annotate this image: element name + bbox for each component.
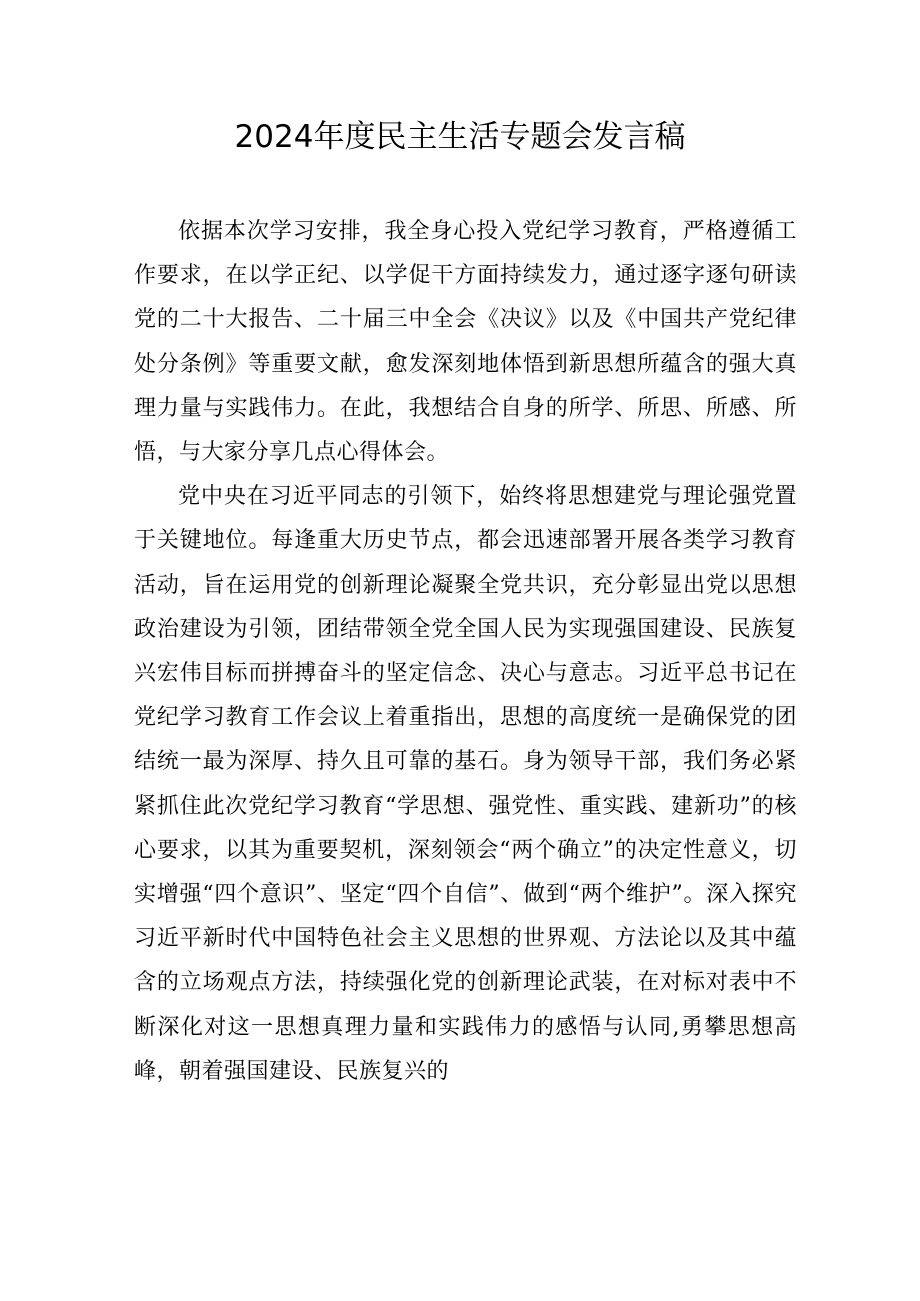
paragraph-2: 党中央在习近平同志的引领下，始终将思想建党与理论强党置于关键地位。每逢重大历史节点，都会迅速部署开展各类学习教育活动，旨在运用党的创新理论凝聚全党共识，充分彰显出党以思想政治建设为引领，团结带领全党全国人民为实现强国建设、民族复兴宏伟目标而拼搏奋斗的坚定信念、决心与意志。习近平总书记在党纪学习教育工作会议上着重指出，思想的高度统一是确保党的团结统一最为深厚、持久且可靠的基石。身为领导干部，我们务必紧紧抓住此次党纪学习教育“学思想、强党性、重实践、建新功”的核心要求，以其为重要契机，深刻领会“两个确立”的决定性意义，切实增强“四个意识”、坚定“四个自信”、做到“两个维护”。深入探究习近平新时代中国特色社会主义思想的世界观、方法论以及其中蕴含的立场观点方法，持续强化党的创新理论武装，在对标对表中不断深化对这一思想真理力量和实践伟力的感悟与认同,勇攀思想高峰，朝着强国建设、民族复兴的 (134, 484, 797, 1084)
paragraph-1: 依据本次学习安排，我全身心投入党纪学习教育，严格遵循工作要求，在以学正纪、以学促干方面持续发力，通过逐字逐句研读党的二十大报告、二十届三中全会《决议》以及《中国共产党纪律处分条例》等重要文献，愈发深刻地体悟到新思想所蕴含的强大真理力量与实践伟力。在此，我想结合自身的所学、所思、所感、所悟，与大家分享几点心得体会。 (134, 219, 797, 466)
document-title: 2024年度民主生活专题会发言稿 (234, 119, 686, 155)
document-body (134, 210, 797, 1094)
